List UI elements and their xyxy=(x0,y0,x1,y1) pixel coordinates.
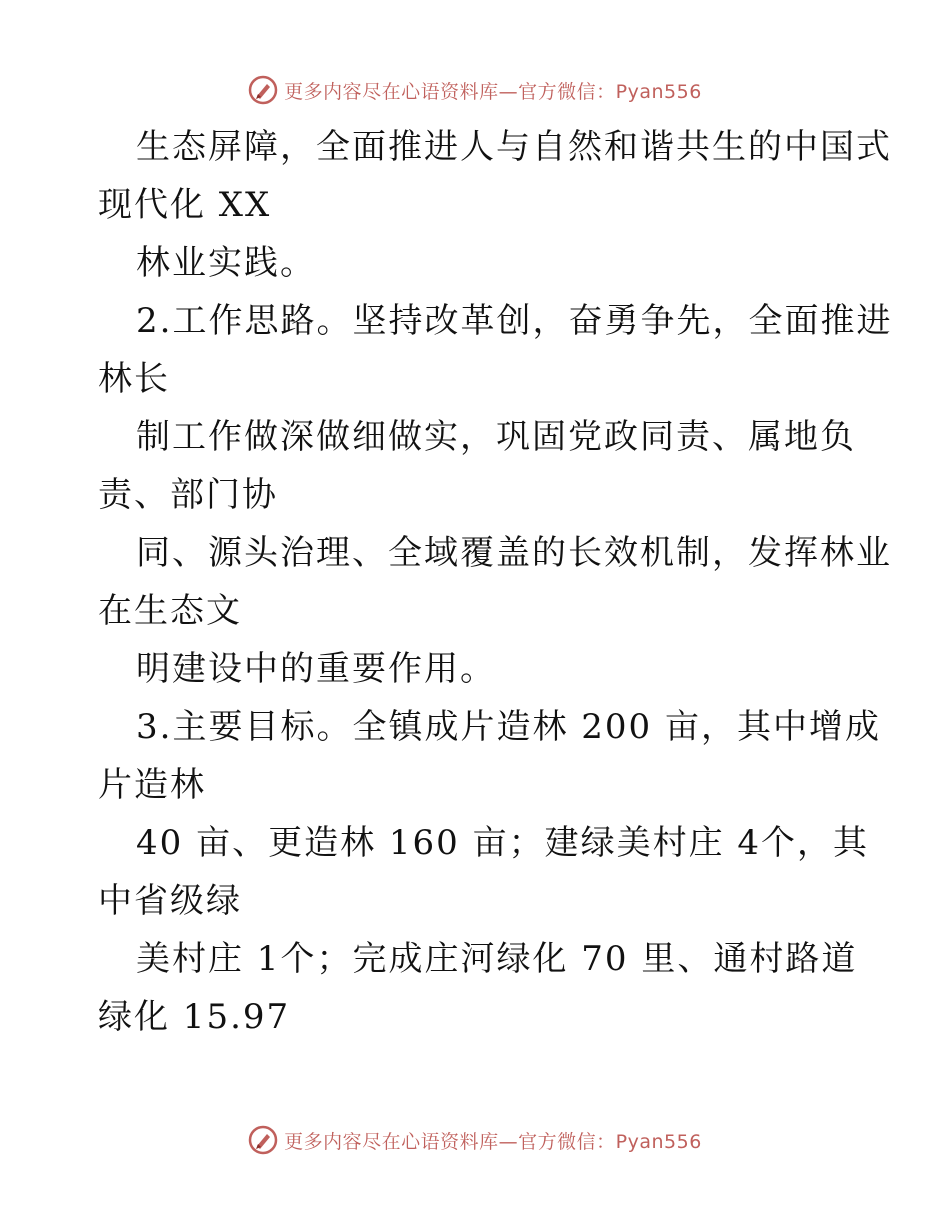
text-line: 绿化 15.97 xyxy=(98,997,291,1037)
text-line: 美村庄 1个；完成庄河绿化 70 里、通村路道 xyxy=(136,939,858,979)
text-line: 林业实践。 xyxy=(136,243,316,283)
footer-watermark xyxy=(0,1120,950,1160)
text-line: 现代化 XX xyxy=(98,185,272,225)
text-line: 中省级绿 xyxy=(98,881,242,921)
footer-watermark-text: 更多内容尽在心语资料库—官方微信：Pyan556 xyxy=(284,1130,702,1153)
text-line: 制工作做深做细做实，巩固党政同责、属地负 xyxy=(136,417,856,457)
text-line: 40 亩、更造林 160 亩；建绿美村庄 4个，其 xyxy=(136,823,870,863)
text-line: 同、源头治理、全域覆盖的长效机制，发挥林业 xyxy=(136,533,892,573)
text-line: 生态屏障，全面推进人与自然和谐共生的中国式 xyxy=(136,127,892,167)
text-line: 责、部门协 xyxy=(98,475,278,515)
text-line: 片造林 xyxy=(98,765,206,805)
header-watermark xyxy=(0,70,950,110)
text-line: 2.工作思路。坚持改革创，奋勇争先，全面推进 xyxy=(136,301,893,341)
pen-logo-icon xyxy=(248,1125,278,1155)
text-line: 3.主要目标。全镇成片造林 200 亩，其中增成 xyxy=(136,707,881,747)
text-line: 林长 xyxy=(98,359,170,399)
header-watermark-text: 更多内容尽在心语资料库—官方微信：Pyan556 xyxy=(284,80,702,103)
pen-logo-icon xyxy=(248,75,278,105)
text-line: 明建设中的重要作用。 xyxy=(136,649,496,689)
text-line: 在生态文 xyxy=(98,591,242,631)
document-body xyxy=(98,118,893,1046)
